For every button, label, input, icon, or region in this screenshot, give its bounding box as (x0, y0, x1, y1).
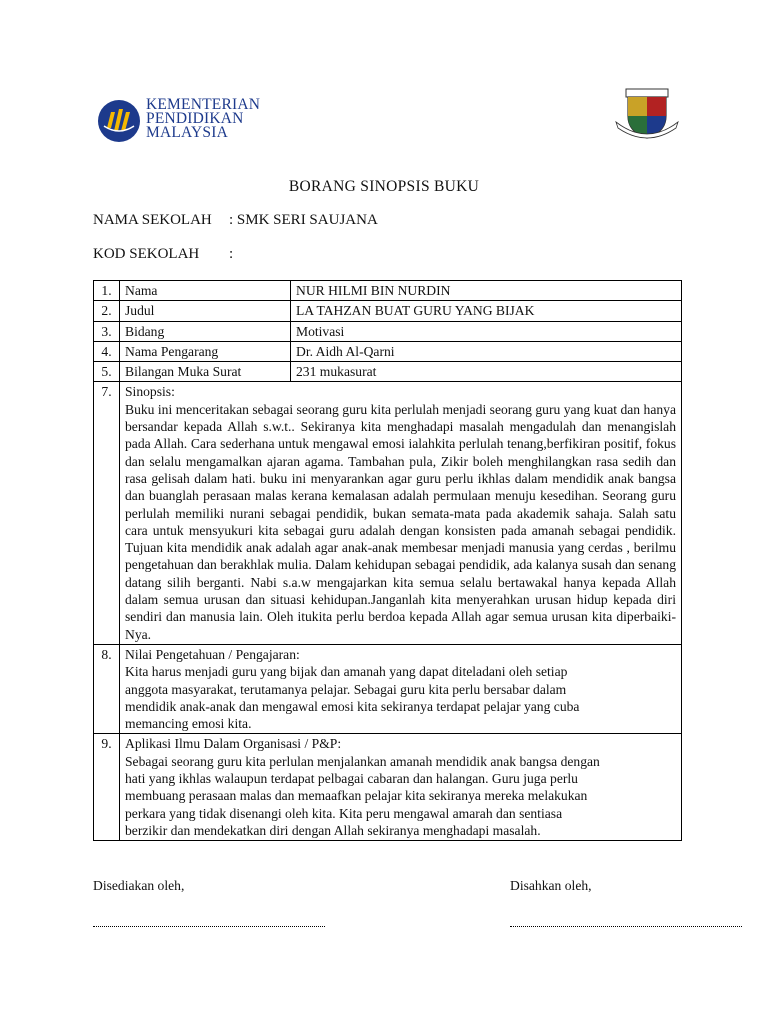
form-title: BORANG SINOPSIS BUKU (288, 178, 480, 195)
nilai-line: mendidik anak-anak dan mengawal emosi kita sekiranya terdapat pelajar yang cuba (125, 698, 580, 714)
row-label: Bidang (120, 321, 291, 341)
school-name-label: NAMA SEKOLAH (93, 212, 212, 228)
row-label: Nama (120, 281, 291, 301)
row-value: LA TAHZAN BUAT GURU YANG BIJAK (291, 301, 682, 321)
aplikasi-row (94, 734, 682, 841)
school-code-value: : (229, 246, 234, 262)
kpm-emblem-icon (96, 98, 142, 144)
school-code-row (93, 246, 233, 263)
synopsis-table (93, 280, 682, 841)
table-row (94, 321, 682, 341)
sinopsis-row (94, 382, 682, 644)
row-value: Motivasi (291, 321, 682, 341)
row-value: Dr. Aidh Al-Qarni (291, 341, 682, 361)
row-number: 2. (94, 301, 120, 321)
table-row (94, 341, 682, 361)
row-value: 231 mukasurat (291, 362, 682, 382)
row-number: 4. (94, 341, 120, 361)
aplikasi-line: Sebagai seorang guru kita perlulan menjalankan amanah mendidik anak bangsa dengan (125, 753, 600, 769)
aplikasi-cell (120, 734, 682, 841)
nilai-heading: Nilai Pengetahuan / Pengajaran: (125, 646, 300, 662)
aplikasi-line: hati yang ikhlas walaupun terdapat pelbagai cabaran dan halangan. Guru juga perlu (125, 771, 578, 787)
nilai-line: memancing emosi kita. (125, 716, 252, 732)
school-name-row (93, 212, 378, 229)
approved-by-signature-line[interactable] (510, 918, 742, 927)
school-crest-icon (614, 86, 680, 142)
nilai-row (94, 644, 682, 733)
row-number: 3. (94, 321, 120, 341)
aplikasi-line: membuang perasaan malas dan memaafkan pelajar kita sekiranya mereka melakukan (125, 788, 588, 804)
aplikasi-line: berzikir dan mendekatkan diri dengan Allah sekiranya menghadapi masalah. (125, 822, 541, 838)
kpm-logo-text: KEMENTERIAN PENDIDIKAN MALAYSIA (146, 96, 261, 141)
row-number: 7. (94, 382, 120, 644)
kpm-logo (96, 96, 261, 146)
sinopsis-heading: Sinopsis: (125, 384, 175, 400)
sinopsis-text: Buku ini menceritakan sebagai seorang guru kita perlulah menjadi seorang guru yang kuat dan hanya bersandar kepada Allah s.w.t.. Sekiranya kita menghadapi masalah mengadulah dan menangislah pada Allah. Cara sederhana untuk mengawal emosi ialahkita perlulah tenang,berfikiran positif, fokus dan selalu mengamalkan ajaran agama. Tambahan pula, Zikir boleh menghilangkan rasa sedih dan rasa gelisah dalam hati. buku ini menyarankan agar guru perlu ikhlas dalam mendidik anak bangsa dan buanglah perasaan malas kerana kemalasan adalah permulaan menuju kesedihan. Seorang guru perlulah memiliki nurani sebagai pendidik, bukan semata-mata pada akademik sahaja. Salah satu cara untuk mensyukuri kita sebagai guru adalah dengan konsisten pada amanah sebagai pendidik. Tujuan kita mendidik anak adalah agar anak-anak membesar menjadi manusia yang cerdas , berilmu pengetahuan dan berakhlak mulia. Dalam kehidupan sebagai pendidik, ada kalanya susah dan senang datang silih berganti. Nabi s.a.w mengajarkan kita semua selalu bertawakal hanya kepada Allah dalam semua urusan dan situasi kehidupan.Janganlah kita menyerahkan urusan hidup kepada diri sendiri dan manusia lain. Oleh itukita perlu berdoa kepada Allah agar semua urusan kita diperbaiki-Nya. (125, 401, 676, 642)
approved-by-label: Disahkan oleh, (510, 878, 592, 893)
row-value: NUR HILMI BIN NURDIN (291, 281, 682, 301)
table-row (94, 362, 682, 382)
nilai-line: anggota masyarakat, terutamanya pelajar. Sebagai guru kita perlu bersabar dalam (125, 681, 567, 697)
prepared-by-label: Disediakan oleh, (93, 878, 185, 893)
nilai-line: Kita harus menjadi guru yang bijak dan amanah yang dapat diteladani oleh setiap (125, 664, 568, 680)
row-label: Judul (120, 301, 291, 321)
prepared-by-signature-line[interactable] (93, 918, 325, 927)
sinopsis-cell (120, 382, 682, 644)
nilai-cell (120, 644, 682, 733)
row-number: 9. (94, 734, 120, 841)
row-label: Nama Pengarang (120, 341, 291, 361)
table-row (94, 281, 682, 301)
school-name-value: : SMK SERI SAUJANA (229, 212, 378, 228)
aplikasi-line: perkara yang tidak disenangi oleh kita. Kita peru mengawal amarah dan sentiasa (125, 805, 563, 821)
table-row (94, 301, 682, 321)
row-number: 8. (94, 644, 120, 733)
row-label: Bilangan Muka Surat (120, 362, 291, 382)
row-number: 5. (94, 362, 120, 382)
school-code-label: KOD SEKOLAH (93, 246, 200, 262)
row-number: 1. (94, 281, 120, 301)
aplikasi-heading: Aplikasi Ilmu Dalam Organisasi / P&P: (125, 736, 342, 752)
